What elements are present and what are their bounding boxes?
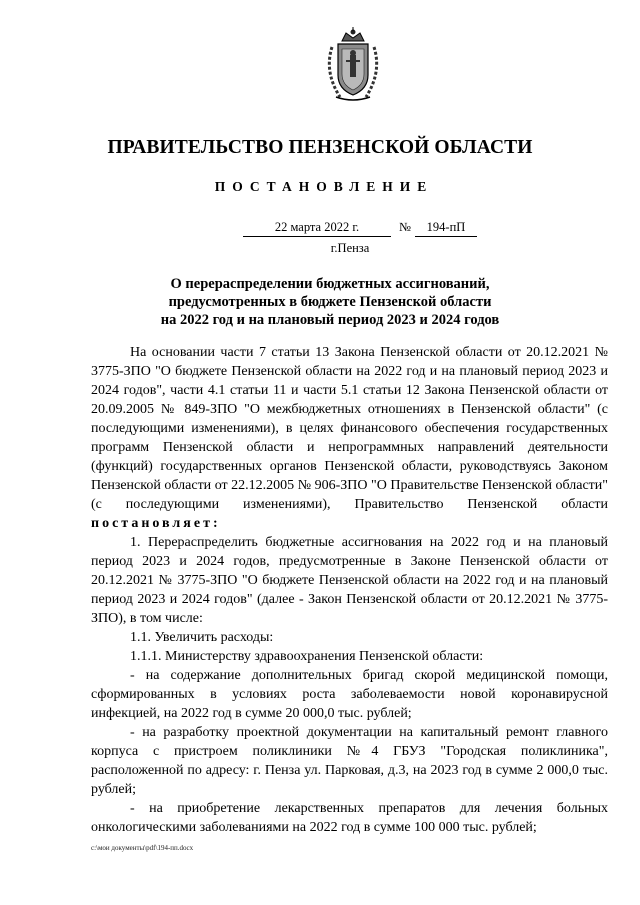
- paragraph-1-text: 1. Перераспределить бюджетные ассигнования на 2022 год и на плановый период 2023 и 2024 годов, предусмотренные в Законе Пензенской области от 20.12.2021 № 3775-ЗПО "О бюджете Пензенской области на 2022 год и на плановый период 2023 и 2024 годов" (далее - Закон Пензенской области от 20.12.2021 № 3775-ЗПО), в том числе:: [91, 535, 608, 626]
- title-line: на 2022 год и на плановый период 2023 и 2024 годов: [160, 312, 500, 328]
- decree-word: постановляет:: [91, 516, 221, 531]
- paragraph-1-1-1-text: 1.1.1. Министерству здравоохранения Пензенской области:: [130, 649, 484, 664]
- title-line: предусмотренных в бюджете Пензенской области: [168, 294, 492, 310]
- document-number: 194-пП: [415, 220, 477, 237]
- document-body: [91, 343, 608, 837]
- organization-name: ПРАВИТЕЛЬСТВО ПЕНЗЕНСКОЙ ОБЛАСТИ: [107, 137, 533, 158]
- list-item: [91, 666, 608, 723]
- penza-coat-of-arms-icon: [322, 27, 384, 103]
- paragraph-1-1: [91, 628, 608, 647]
- list-item-text: - на приобретение лекарственных препаратов для лечения больных онкологическими заболеваниями на 2022 год в сумме 100 000 тыс. рублей;: [91, 801, 608, 835]
- number-label: №: [399, 220, 411, 234]
- document-city: г.Пенза: [330, 241, 370, 255]
- document-title: [120, 275, 540, 329]
- list-item-text: - на содержание дополнительных бригад скорой медицинской помощи, сформированных в условиях роста заболеваемости новой коронавирусной инфекцией, на 2022 год в сумме 20 000,0 тыс. рублей;: [91, 668, 608, 721]
- intro-paragraph: [91, 343, 608, 533]
- list-item: [91, 799, 608, 837]
- paragraph-1: [91, 533, 608, 628]
- file-path-footer: c:\мои документы\pdf\194-пп.docx: [91, 844, 194, 852]
- paragraph-1-1-1: [91, 647, 608, 666]
- intro-text: На основании части 7 статьи 13 Закона Пензенской области от 20.12.2021 № 3775-ЗПО "О бюджете Пензенской области на 2022 год и на плановый период 2023 и 2024 годов", части 4.1 статьи 11 и части 5.1 статьи 12 Закона Пензенской области от 20.09.2005 № 849-ЗПО "О межбюджетных отношениях в Пензенской области" (с последующими изменениями), в целях финансового обеспечения государственных программ Пензенской области и непрограммных направлений деятельности (функций) государственных органов Пензенской области, руководствуясь Законом Пензенской области от 22.12.2005 № 906-ЗПО "О Правительстве Пензенской области" (с последующими изменениями), Правительство Пензенской области: [91, 345, 608, 512]
- title-line: О перераспределении бюджетных ассигнований,: [170, 276, 490, 292]
- paragraph-1-1-text: 1.1. Увеличить расходы:: [130, 630, 274, 645]
- document-date: 22 марта 2022 г.: [243, 220, 391, 237]
- list-item-text: - на разработку проектной документации на капитальный ремонт главного корпуса с пристроем поликлиники №4 ГБУЗ "Городская поликлиника", расположенной по адресу: г. Пенза ул. Парковая, д.3, на 2023 год в сумме 2 000,0 тыс. рублей;: [91, 725, 608, 797]
- document-type: ПОСТАНОВЛЕНИЕ: [214, 179, 434, 194]
- list-item: [91, 723, 608, 799]
